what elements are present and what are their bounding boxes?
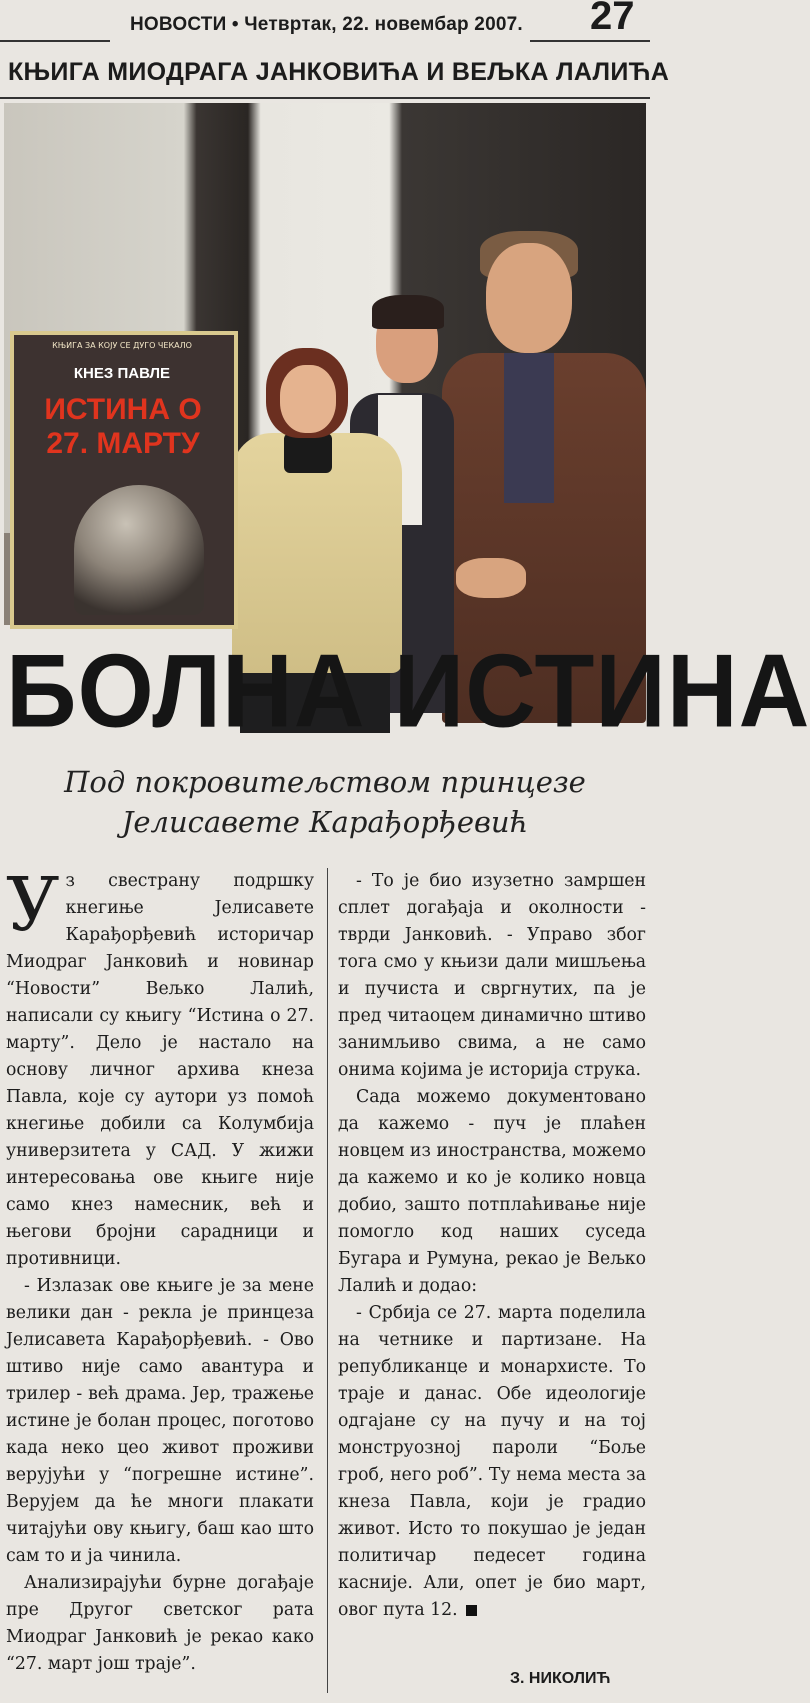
paragraph	[338, 1084, 646, 1300]
paragraph-text: - Србија се 27. марта поделила на четнике и партизане. На републиканце и монархисте. То траје и данас. Обе идеологије одгајане су на пучу и на тој монструозној пароли “Боље гроб, него роб”. Ту нема места за кнеза Павла, који је градио живот. Исто то покушао је један политичар педесет година касније. Али, опет је био март, овог пута 12.	[338, 1303, 646, 1620]
page-header	[0, 0, 680, 48]
poster-tagline: КЊИГА ЗА КОЈУ СЕ ДУГО ЧЕКАЛО	[52, 341, 192, 350]
paragraph	[6, 1273, 314, 1570]
page-number: 27	[590, 0, 635, 38]
paragraph	[6, 862, 314, 1273]
header-rule	[530, 40, 650, 42]
article-photo	[4, 103, 646, 625]
kicker-rule	[0, 97, 650, 99]
paragraph-text: - Излазак ове књиге је за мене велики дан - рекла је принцеза Јелисавета Карађорђевић. - Ово штиво није само авантура и трилер - већ драма. Јер, тражење истине је болан процес, поготово када неко цео живот проживи верујући у “погрешне истине”. Верујем да ће многи плакати читајући ову књигу, баш као што сам то и ја чинила.	[6, 1276, 314, 1566]
article-kicker: КЊИГА МИОДРАГА ЈАНКОВИЋА И ВЕЉКА ЛАЛИЋА	[8, 58, 670, 86]
woman-turtleneck	[284, 433, 332, 473]
man-right-face	[486, 243, 572, 353]
paragraph-text: Анализирајући бурне догађаје пре Другог светског рата Миодраг Јанковић је рекао како “27. март још траје”.	[6, 1573, 314, 1674]
article-headline: БОЛНА ИСТИНА	[6, 632, 810, 749]
paragraph	[338, 1300, 646, 1624]
end-mark	[466, 1605, 477, 1616]
header-masthead: НОВОСТИ • Четвртак, 22. новембар 2007.	[130, 14, 523, 35]
man-right-shirt	[504, 353, 554, 503]
poster-name: КНЕЗ ПАВЛЕ	[73, 365, 171, 382]
paragraph-text: - То је био изузетно замршен сплет догађаја и околности - тврди Јанковић. - Управо због тога смо у књизи дали мишљења и пучиста и свргнутих, па је пред читаоцем динамично штиво занимљиво свима, а не само онима којима је историја струка.	[338, 871, 646, 1080]
paragraph-text: Сада можемо документовано да кажемо - пуч је плаћен новцем из иностранства, можемо да кажемо и ко је колико новца добио, зашто потплаћивање није помогло код наших суседа Бугара и Румуна, рекао је Вељко Лалић и додао:	[338, 1087, 646, 1296]
column-divider	[327, 868, 328, 1693]
article-subhead: Под покровитељством принцезе Јелисавете Карађорђевић	[64, 765, 586, 839]
header-rule	[0, 40, 110, 42]
paragraph-text: з свестрану подршку кнегиње Јелисавете Карађорђевић историчар Миодраг Јанковић и новинар “Новости” Вељко Лалић, написали су књигу “Истина о 27. марту”. Дело је настало на основу личног архива кнеза Павла, које су аутори уз помоћ кнегиње добили са Колумбија универзитета у САД. У жижи интересовања ове књиге није само кнез намесник, већ и његови бројни сарадници и противници.	[6, 871, 314, 1269]
paragraph	[6, 1570, 314, 1678]
man-right-hands	[456, 558, 526, 598]
drop-cap: У	[6, 862, 60, 948]
paragraph	[338, 868, 646, 1084]
poster-portrait	[74, 485, 204, 615]
text-column-2	[338, 868, 646, 1624]
book-poster	[10, 331, 238, 629]
poster-title: ИСТИНА О 27. МАРТУ	[44, 393, 202, 460]
text-column-1	[6, 862, 314, 1678]
byline: З. НИКОЛИЋ	[510, 1670, 611, 1687]
man-middle-hair	[372, 295, 444, 329]
woman-face	[280, 365, 336, 433]
